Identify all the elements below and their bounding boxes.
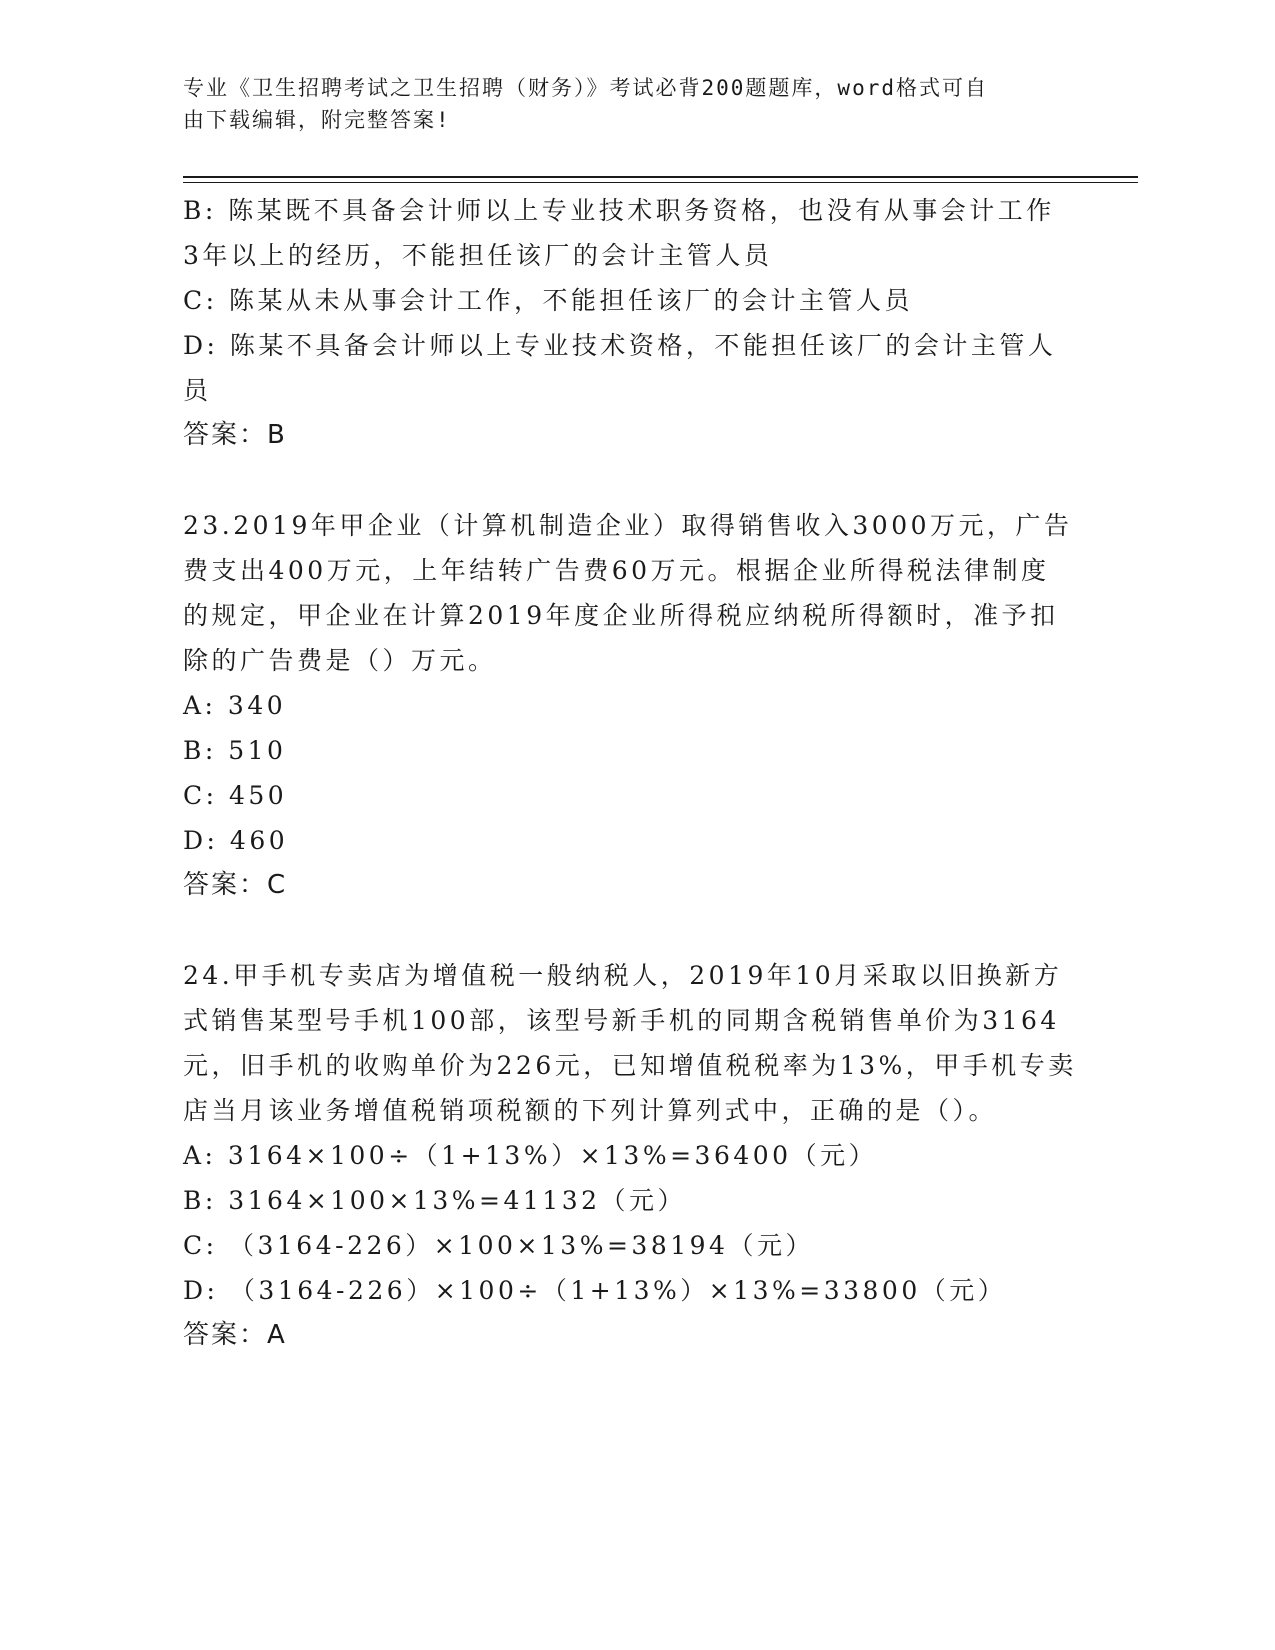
option-b: B: 3164×100×13%=41132（元） [183,1186,687,1215]
option-b-continued: 3年以上的经历，不能担任该厂的会计主管人员 [183,241,773,270]
question-stem-line: 的规定，甲企业在计算2019年度企业所得税应纳税所得额时，准予扣 [183,601,1059,630]
question-stem-line: 24.甲手机专卖店为增值税一般纳税人，2019年10月采取以旧换新方 [183,961,1063,990]
option-d: D: 460 [183,826,289,855]
option-d: D: （3164-226）×100÷（1+13%）×13%=33800（元） [183,1276,1007,1305]
spacer [183,908,1063,953]
question-stem-line: 元，旧手机的收购单价为226元，已知增值税税率为13%，甲手机专卖 [183,1051,1077,1080]
question-stem-line: 店当月该业务增值税销项税额的下列计算列式中，正确的是（）。 [183,1096,998,1125]
header-line-2: 由下载编辑，附完整答案! [183,108,451,132]
question-22 [183,188,1063,458]
question-23 [183,503,1073,908]
spacer [183,458,1063,503]
option-b: B: 510 [183,736,287,765]
question-stem-line: 23.2019年甲企业（计算机制造企业）取得销售收入3000万元，广告 [183,511,1073,540]
option-a: A: 340 [183,691,287,720]
option-d-continued: 员 [183,376,212,405]
header-divider-thick [183,176,1138,178]
question-stem-line: 除的广告费是（）万元。 [183,646,497,675]
document-header [183,72,1083,136]
header-line-1: 专业《卫生招聘考试之卫生招聘（财务）》考试必背200题题库，word格式可自 [183,76,988,100]
question-stem-line: 式销售某型号手机100部，该型号新手机的同期含税销售单价为3164 [183,1006,1060,1035]
question-stem-line: 费支出400万元，上年结转广告费60万元。根据企业所得税法律制度 [183,556,1050,585]
option-b: B: 陈某既不具备会计师以上专业技术职务资格，也没有从事会计工作 [183,196,1055,225]
option-a: A: 3164×100÷（1+13%）×13%=36400（元） [183,1141,878,1170]
header-divider-thin [183,182,1138,183]
option-d: D: 陈某不具备会计师以上专业技术资格，不能担任该厂的会计主管人 [183,331,1057,360]
answer-line: 答案：A [183,1320,287,1350]
option-c: C: 陈某从未从事会计工作，不能担任该厂的会计主管人员 [183,286,914,315]
option-c: C: 450 [183,781,288,810]
answer-line: 答案：C [183,870,288,900]
answer-line: 答案：B [183,420,287,450]
document-body [183,188,1077,1358]
option-c: C: （3164-226）×100×13%=38194（元） [183,1231,814,1260]
question-24 [183,953,1077,1358]
